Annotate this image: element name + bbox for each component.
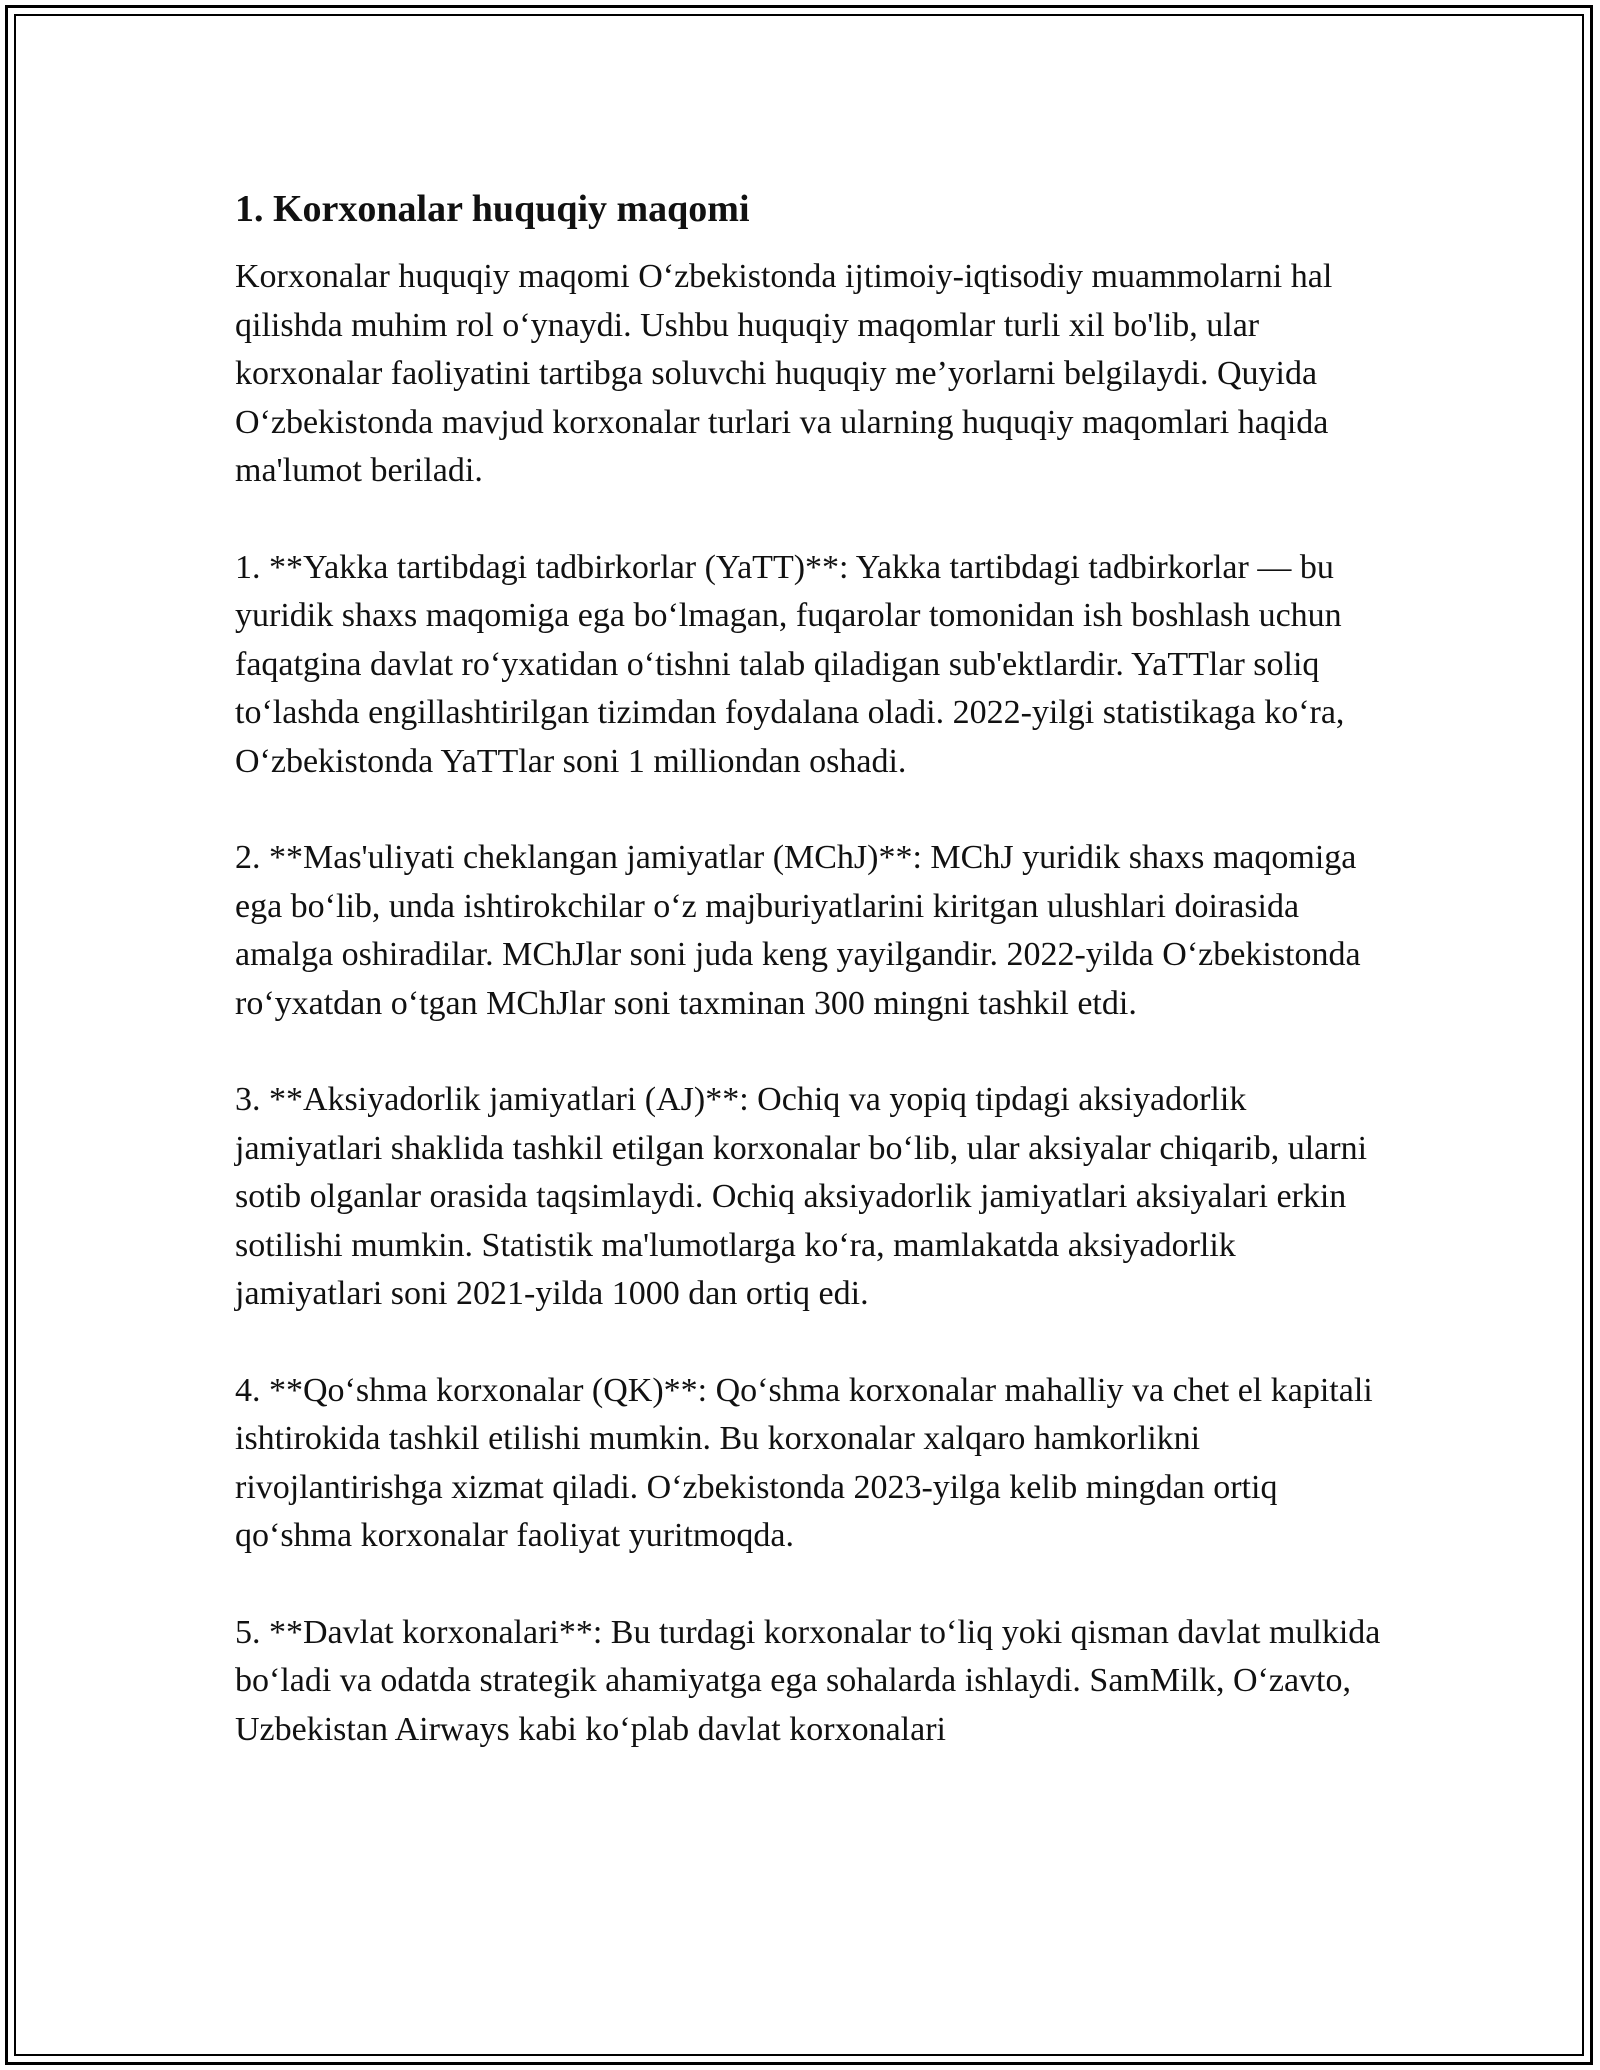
paragraph-qk: 4. **Qo‘shma korxonalar (QK)**: Qo‘shma korxonalar mahalliy va chet el kapitali ishtirokida tashkil etilishi mumkin. Bu korxonalar xalqaro hamkorlikni rivojlantirishga xizmat qiladi. O‘zbekistonda 2023-yilga kelib mingdan ortiq qo‘shma korxonalar faoliyat yuritmoqda. [235, 1371, 1373, 1554]
paragraph-davlat: 5. **Davlat korxonalari**: Bu turdagi korxonalar to‘liq yoki qisman davlat mulkida bo‘ladi va odatda strategik ahamiyatga ega sohalarda ishlaydi. SamMilk, O‘zavto, Uzbekistan Airways kabi ko‘plab davlat korxonalari [235, 1613, 1381, 1748]
paragraph-mchj: 2. **Mas'uliyati cheklangan jamiyatlar (MChJ)**: MChJ yuridik shaxs maqomiga ega bo‘lib, unda ishtirokchilar o‘z majburiyatlarini kiritgan ulushlari doirasida amalga oshiradilar. MChJlar soni juda keng yayilgandir. 2022-yilda O‘zbekistonda ro‘yxatdan o‘tgan MChJlar soni taxminan 300 mingni tashkil etdi. [235, 839, 1361, 1022]
paragraph-yatt: 1. **Yakka tartibdagi tadbirkorlar (YaTT)**: Yakka tartibdagi tadbirkorlar — bu yuridik shaxs maqomiga ega bo‘lmagan, fuqarolar tomonidan ish boshlash uchun faqatgina davlat ro‘yxatidan o‘tishni talab qiladigan sub'ektlardir. YaTTlar soliq to‘lashda engillashtirilgan tizimdan foydalana oladi. 2022-yilgi statistikaga ko‘ra, O‘zbekistonda YaTTlar soni 1 milliondan oshadi. [235, 548, 1345, 780]
intro-paragraph: Korxonalar huquqiy maqomi O‘zbekistonda ijtimoiy-iqtisodiy muammolarni hal qilishda muhim rol o‘ynaydi. Ushbu huquqiy maqomlar turli xil bo'lib, ular korxonalar faoliyatini tartibga soluvchi huquqiy me’yorlarni belgilaydi. Quyida O‘zbekistonda mavjud korxonalar turlari va ularning huquqiy maqomlari haqida ma'lumot beriladi. [235, 258, 1333, 489]
section-title: 1. Korxonalar huquqiy maqomi [235, 188, 750, 230]
document-body [235, 185, 1385, 1802]
paragraph-aj: 3. **Aksiyadorlik jamiyatlari (AJ)**: Ochiq va yopiq tipdagi aksiyadorlik jamiyatlari shaklida tashkil etilgan korxonalar bo‘lib, ular aksiyalar chiqarib, ularni sotib olganlar orasida taqsimlaydi. Ochiq aksiyadorlik jamiyatlari aksiyalari erkin sotilishi mumkin. Statistik ma'lumotlarga ko‘ra, mamlakatda aksiyadorlik jamiyatlari soni 2021-yilda 1000 dan ortiq edi. [235, 1081, 1368, 1312]
